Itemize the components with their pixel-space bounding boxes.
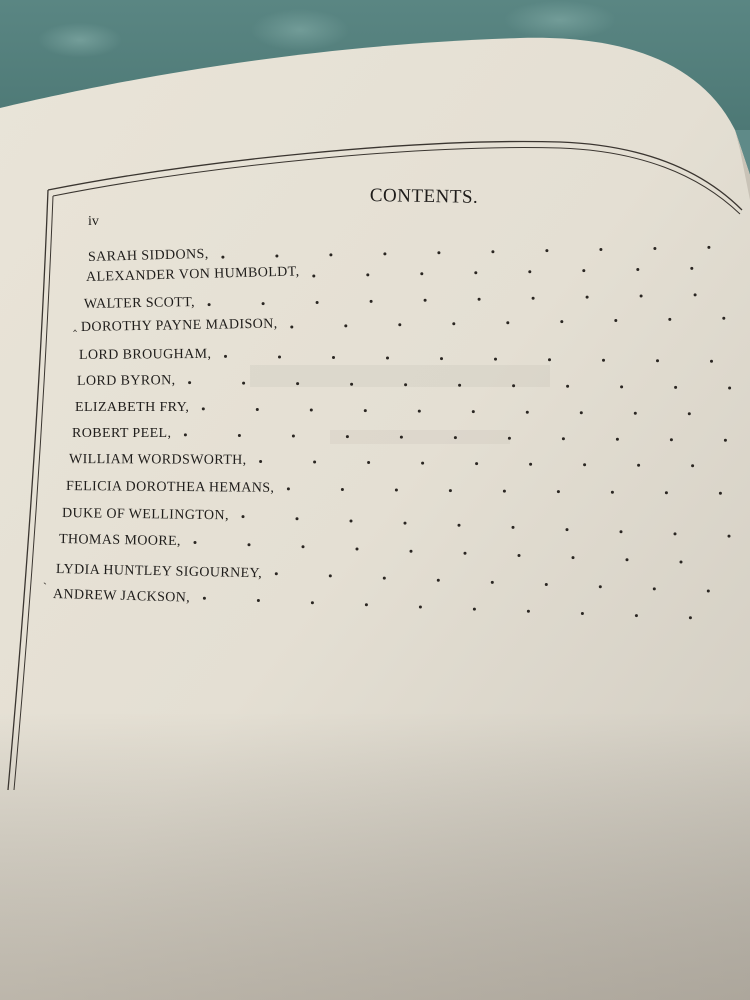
contents-entry: LORD BYRON,: [76, 373, 176, 389]
page-number: iv: [88, 214, 99, 229]
contents-entry: LYDIA HUNTLEY SIGOURNEY,: [55, 562, 263, 582]
contents-entry: ALEXANDER VON HUMBOLDT,: [85, 264, 300, 285]
contents-entry: LORD BROUGHAM,: [78, 346, 212, 363]
pencil-tick-icon: `: [43, 580, 47, 594]
contents-entry: DUKE OF WELLINGTON,: [61, 506, 230, 524]
contents-entry: ROBERT PEEL,: [72, 426, 172, 441]
contents-entry: SARAH SIDDONS,: [87, 246, 209, 265]
contents-entry: ELIZABETH FRY,: [75, 400, 190, 415]
contents-entry: THOMAS MOORE,: [58, 532, 182, 550]
contents-entry: ANDREW JACKSON,: [52, 587, 191, 606]
contents-heading: CONTENTS.: [369, 185, 479, 208]
contents-entry: WALTER SCOTT,: [83, 295, 196, 312]
contents-entry: WILLIAM WORDSWORTH,: [68, 452, 247, 468]
contents-entry: FELICIA DOROTHEA HEMANS,: [65, 479, 275, 496]
contents-entry: DOROTHY PAYNE MADISON,: [80, 316, 278, 335]
pencil-tick-icon: ‸: [73, 318, 78, 332]
